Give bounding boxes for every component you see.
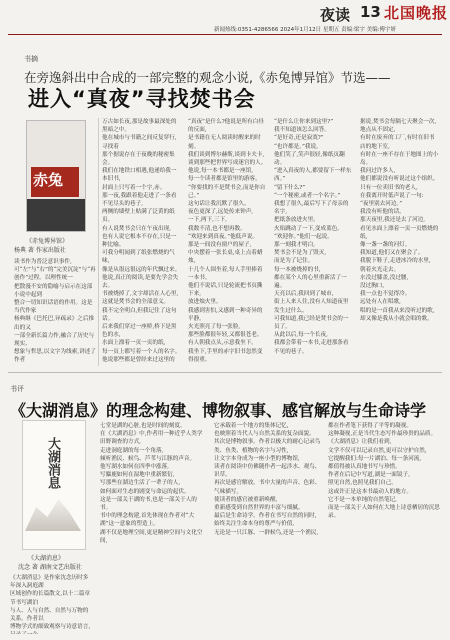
body-line: 我坐下,手里的赤字旧书忽然变得很重。	[188, 348, 263, 363]
body-line: 在我离开时低声说了一句:	[360, 192, 424, 199]
body-line: 我脱下鞋子,走进冰冷的水里,	[360, 258, 431, 265]
body-line: 那一夜,我跟着他走进了一条看不见尽头的巷子,	[102, 192, 177, 208]
article2-column-2	[214, 422, 322, 634]
body-line: 始终关注生命本身的尊严与价值,	[214, 521, 295, 528]
body-line: 这句话让我沉默了很久。	[188, 201, 250, 208]
body-line: 那些脸都很年轻,又都很苍老。	[188, 332, 263, 339]
body-line: 这就是焚书会的全部意义。	[102, 299, 170, 306]
article2-column-3	[328, 422, 440, 634]
newspaper-logo: 北国晚报	[384, 4, 449, 22]
body-line: 使读者的感官被重新唤醒,	[214, 496, 278, 503]
cover-dark-band	[27, 199, 85, 231]
body-line: 也有人说它根本不存在,只是一种比喻。	[102, 233, 177, 249]
body-line: 那是一间没有窗户的屋子,	[188, 242, 252, 249]
cover2-title: 大湖消息	[45, 437, 60, 489]
body-line: 作者在后记中写道,湖是一面镜子,	[328, 472, 410, 479]
body-line: 十几个人围坐着,每人手里捧着一本书。	[188, 266, 263, 281]
body-line: 让文字本身成为一座小型的博物馆,	[214, 455, 300, 462]
body-line: 那天夜里,我还是去了河边,	[360, 217, 426, 224]
book2-cover-image	[22, 420, 86, 550]
body-line: 最后是生命诗学。作者在书写自然的同时,	[214, 513, 317, 520]
cover-title: 赤兔	[33, 171, 64, 189]
body-line: 只有一位卖旧书的老人,	[360, 184, 418, 191]
body-line: 它不是一本单纯的自然笔记,	[328, 496, 397, 503]
body-line: “也许都是。”我说。	[274, 143, 322, 150]
body-line: “欢迎来到真夜。”他低声说。	[188, 233, 259, 240]
body-line: 我感到害怕,又感到一种奇异的平静。	[188, 307, 263, 322]
masthead-rule	[8, 34, 442, 35]
page-number: 13	[360, 3, 381, 21]
body-line: 有时在废弃的工厂,有时在旧书店的地下室,	[360, 135, 435, 150]
body-line: 焚书会不是为了毁灭,	[274, 250, 327, 257]
masthead	[0, 0, 450, 42]
body-line: 我都会带着一本书,走进那条看不见的巷子。	[274, 340, 349, 355]
body-line: 把纸条放进火里。	[274, 217, 319, 224]
body-line: 我问过许多人,	[360, 168, 396, 175]
body-line: “是什么让你来到这里?”	[274, 119, 334, 125]
article1-column-2	[188, 118, 268, 364]
body-line: 看见水面上漂着一页一页燃烧的纸,	[360, 225, 439, 240]
book1-caption-title: 《赤兔博异馆》	[26, 238, 69, 245]
body-line: 都在某个人的心里重新活了一遍。	[274, 274, 347, 290]
article1-column-1	[102, 118, 182, 364]
body-line: 而是为了记住。	[274, 258, 314, 265]
body-line: 万古如长夜,那是故事最深处的黑暗之中。	[102, 119, 177, 134]
body-line: 无论是一只江豚、一群候鸟,还是一个渔民,	[214, 529, 319, 536]
body-line: 照见自然,也照见我们自己。	[328, 480, 397, 487]
body-line: 那个据说存在于夜晚的秘密集会。	[102, 151, 175, 167]
article1-column-4	[360, 118, 440, 364]
article1-tag: 书摘	[24, 55, 38, 63]
body-line: 夜色更深了,远处传来钟声,	[188, 209, 254, 216]
body-line: 水没过膝盖,没过腰,	[360, 274, 409, 281]
body-line: 中央摆着一张长桌,桌上点着蜡烛,	[188, 250, 263, 265]
body-line: 写那些在湖边生活了一辈子的人,	[100, 480, 181, 487]
article2-column-1	[100, 422, 208, 634]
body-line: 《大湖消息》让我们看到,	[328, 439, 392, 446]
body-line: 火焰跳动了一下,变成蓝色。	[274, 225, 343, 232]
body-line: 我不完全明白,但我记住了这句话。	[102, 307, 177, 322]
cover2-mountain	[25, 491, 81, 531]
article2-intro: 《大湖消息》是作家沈念历时多年深入洞庭湖 区域创作的长篇散文,以十二篇章节书写湖泊 与人、人与自然、自然与万物的关系。作者以 博物学式的细致观察与诗意语言,	[10, 575, 91, 631]
body-line: 在《大湖消息》中,作者用一种近乎人类学田野调查的方式,	[100, 431, 203, 446]
body-line: “你要找的不是焚书会,而是你自己。”	[188, 184, 266, 199]
body-line: 朝着火光走去。	[360, 266, 400, 273]
masthead-info: 新闻热线:0351-4286566 2024年1月12日 星期五 责编:梁宇 美编:傅宇妍	[214, 27, 397, 33]
body-line: 再次是感官解放。书中大量的声音、色彩、气味描写,	[214, 480, 321, 495]
body-line: 它提醒我们:每一片湖泊、每一条河流,	[328, 455, 422, 462]
body-line: 没过胸口,	[360, 283, 385, 290]
body-line: 像一盏一盏的河灯。	[360, 242, 411, 249]
body-line: 都值得被认真地书写与珍惜。	[328, 464, 401, 471]
body-line: 他说,每一本书都是一座馆,	[188, 168, 254, 175]
body-line: 我不知道该怎么回答。	[274, 127, 330, 134]
body-line: 这或许正是这本书最动人的地方。	[328, 488, 412, 495]
body-line: 重新感受到自然世界的丰富与细腻。	[214, 505, 304, 512]
body-line: 可我分明闻到了纸张燃烧的气味,	[102, 250, 175, 265]
body-line: 从此以后,每一个长夜,	[274, 332, 328, 339]
body-line: 水面上漂着一页一页的纸,	[102, 340, 166, 347]
body-line: 谈到那些把世界写成迷宫的人。	[188, 160, 267, 167]
body-line: 远处有人在唱歌,	[360, 299, 401, 306]
article1-subtitle: 在旁逸斜出中合成的一部完整的观念小说,《赤兔博异馆》节选——	[24, 70, 391, 85]
body-line: 他们笑了,笑声很轻,像纸页翻动。	[274, 151, 345, 167]
body-line: 他们不说话,只是轮流把书页撕下来,	[188, 283, 263, 298]
body-line: 读者在阅读中仿佛随作者一起涉水、观鸟、识草。	[214, 464, 321, 479]
body-line: 它承载着一个地方的集体记忆,	[214, 423, 289, 429]
body-line: 一下,两下,三下,	[188, 217, 227, 224]
body-line: 有时在一座不存在于地图上的小岛。	[360, 151, 439, 167]
body-line: 唱的是一首我从来没听过的歌,	[360, 307, 435, 314]
body-line: “欢迎你。”他们一起说。	[274, 233, 333, 240]
body-line: 他们都说没有听说过这个组织。	[360, 176, 439, 183]
body-line: “真夜”是什么?他说是所有白昼的反面,	[188, 119, 264, 134]
body-line: 街上人来人往,没有人知道夜里发生过什么。	[274, 299, 349, 314]
body-line: 湖不仅是地理空间,更是精神空间与文化空间,	[100, 529, 203, 544]
body-line: 我没有听他的话。	[360, 209, 405, 216]
body-line: 也映照着当代人与自然关系的复杂面貌。	[214, 431, 315, 438]
article1-intro: 读书作为普泛意识事件,可“左”与“右”的“完美沉淀”与“再创作”过程。以理性统一 把散漫不安的隐喻与启示在这部小说中起到 整合一切知识话语的作用。这是当代作家 杨典继《巴托巴,异疏录》之后推出的又 一部全新长篇力作,融合了历史与现实、 想象与哲思,以文字为线索,讲述了作者	[14, 259, 96, 364]
body-line: 都在作者笔下获得了平等的凝视。	[328, 423, 412, 429]
body-line: “进入真夜的人,都要留下一样东西。”	[274, 168, 352, 183]
body-line: “夜里别去河边。”	[360, 201, 403, 208]
body-line: 这种凝视,正是当代生态写作最珍贵的品质。	[328, 431, 437, 438]
body-line: 后来我们穿过一座桥,桥下是黑色的水,	[102, 324, 177, 339]
body-line: 他说那些都是曾经来过这里的	[102, 356, 175, 363]
body-line: 火光照亮了每一张脸,	[188, 324, 241, 331]
body-line: 而是一部关于人如何在大地上诗意栖居的沉思录。	[328, 505, 440, 520]
body-line: 我一点也不觉得冷。	[360, 291, 411, 298]
body-line: 两侧的墙壁上贴满了泛黄的纸页。	[102, 209, 175, 224]
body-line: 却又像是我从小就会唱的歌。	[360, 315, 433, 322]
book2-caption-author: 沈念 著 湖南文艺出版社	[18, 564, 82, 571]
body-line: 文学不仅可以记录自然,更可以守护自然,	[328, 447, 427, 454]
article1-column-3	[274, 118, 354, 364]
body-line: 像是从很远很远的年代飘过来。	[102, 266, 181, 273]
body-line: 走进洞庭湖的每一个角落,	[100, 447, 164, 454]
body-line: 地点从不固定,	[360, 127, 396, 134]
body-line: 他写湖水如何在四季中涨落,	[100, 464, 169, 471]
body-line: 写麋鹿如何在湿地中重新繁衍,	[100, 472, 175, 479]
body-line: 天亮以后,我回到了城市,	[274, 291, 334, 298]
body-line: 据说,焚书会每隔七天聚会一次,	[360, 119, 437, 125]
body-line: 可我知道,我已经是焚书会的一员了。	[274, 315, 349, 331]
body-line: 我知道,他们又在聚会了。	[360, 250, 424, 257]
body-line: 我们谈到博尔赫斯,谈到卡夫卡,	[188, 151, 265, 158]
section-name: 夜读	[320, 6, 351, 24]
body-line: “一个秘密,或者一个名字。”	[274, 192, 341, 199]
body-line: 其次是博物叙事。作者以极大的耐心记录鸟类、鱼类、植物的名字与习性,	[214, 439, 321, 454]
body-line: 书被烧掉了,文字却活在人心里,	[102, 291, 179, 298]
body-line: 有人朝我点头,示意我坐下。	[188, 340, 257, 347]
body-line: 是书籍在无人阅读时醒来的时刻。	[188, 135, 261, 150]
body-line: 如何面对生态的剧变与命运的起伏。	[100, 488, 190, 495]
body-line: 有人说焚书会只在午夜出现,	[102, 225, 171, 232]
body-line: 他在城市与书籍之间反复穿行,寻找着	[102, 135, 177, 150]
body-line: 他说,真正的阅读,是要先学会失去。	[102, 274, 179, 290]
body-line: 七堂是湖的心脏,也是时间的刻度。	[100, 423, 186, 429]
body-line: “留下什么?”	[274, 184, 306, 191]
book-cover-image	[26, 120, 86, 232]
body-line: 这是一部关于湖的书,也是一部关于人的书。	[100, 496, 197, 512]
body-line: 放进烛火里。	[188, 299, 222, 306]
body-line: 倾听渔民、候鸟、芦苇与江豚的声音。	[100, 455, 196, 462]
book1-caption-author: 杨典 著 作家出版社	[14, 247, 66, 254]
body-line: 每一本被烧掉的书,	[274, 266, 321, 273]
body-line: 那一刻我才明白,	[274, 242, 315, 249]
article2-title: 《大湖消息》的理念构建、博物叙事、感官解放与生命诗学	[10, 401, 427, 420]
body-line: 每一个读者都是馆里的游客。	[188, 176, 261, 183]
book2-caption-title: 《大湖消息》	[28, 555, 65, 562]
body-line: 书中的理念构建,首先体现在作者对“大湖”这一意象的塑造上。	[100, 513, 195, 528]
article2-tag: 书评	[10, 385, 24, 393]
body-line: 每一页上都写着一个人的名字。	[102, 348, 181, 355]
column-rule	[98, 118, 99, 366]
body-line: 我想了很久,最后写下了母亲的名字,	[274, 201, 349, 216]
article-separator	[8, 372, 442, 373]
body-line: “是好奇,还是寂寞?”	[274, 135, 324, 142]
article1-title: 进入“真夜”寻找焚书会	[28, 87, 256, 111]
body-line: 我数不清,也不想再数。	[188, 225, 246, 232]
body-line: 我们在地铁口相遇,他递给我一本旧书,	[102, 168, 177, 183]
body-line: 封面上只写着一个字,赤。	[102, 184, 166, 191]
